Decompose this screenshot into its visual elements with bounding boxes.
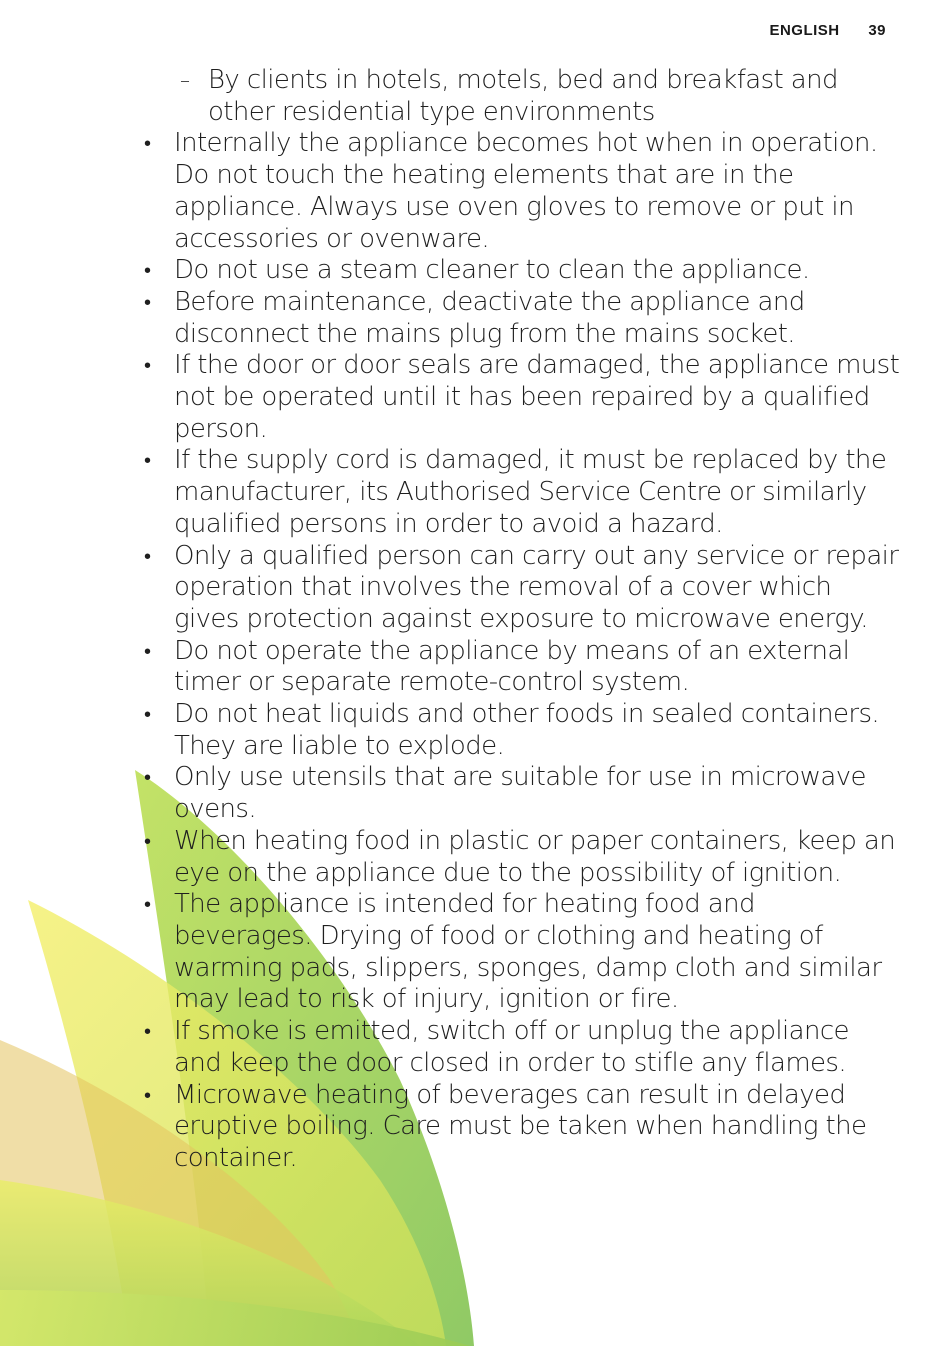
bullet-icon: •: [144, 828, 151, 853]
page-header: [769, 22, 886, 39]
list-item: [140, 762, 900, 825]
language-label: ENGLISH: [769, 22, 840, 39]
list-item: [140, 541, 900, 636]
list-item-text: Do not use a steam cleaner to clean the appliance.: [174, 255, 810, 286]
list-item-text: Microwave heating of beverages can result in delayed eruptive boiling. Care must be taken when handling the container.: [174, 1079, 867, 1173]
list-item: [140, 699, 900, 762]
bullet-icon: •: [144, 543, 151, 568]
bullet-icon: •: [144, 448, 151, 473]
list-item-text: Only use utensils that are suitable for use in microwave ovens.: [174, 762, 866, 825]
list-item: [140, 826, 900, 889]
list-item-text: Only a qualified person can carry out any service or repair operation that involves the removal of a cover which gives protection against exposure to microwave energy.: [174, 540, 899, 634]
list-item: [140, 287, 900, 350]
safety-instructions: [140, 65, 900, 1175]
list-item: [140, 1080, 900, 1175]
list-item-text: If smoke is emitted, switch off or unplug the appliance and keep the door closed in order to stifle any flames.: [174, 1016, 849, 1078]
list-item-text: If the supply cord is damaged, it must be replaced by the manufacturer, its Authorised Service Centre or similarly qualified persons in order to avoid a hazard.: [174, 445, 887, 539]
bullet-icon: •: [144, 353, 151, 378]
list-item: [140, 128, 900, 255]
bullet-icon: •: [144, 638, 151, 663]
bullet-icon: •: [144, 289, 151, 314]
list-item: [140, 255, 900, 287]
dash-marker: –: [180, 68, 190, 92]
bullet-icon: •: [144, 131, 151, 156]
list-item-text: When heating food in plastic or paper containers, keep an eye on the appliance due to the possibility of ignition.: [174, 825, 896, 888]
list-item: [140, 889, 900, 1016]
sub-list-item: [140, 65, 900, 128]
sub-list-item-text: By clients in hotels, motels, bed and breakfast and other residential type environments: [208, 65, 838, 127]
list-item-text: Do not heat liquids and other foods in sealed containers. They are liable to explode.: [174, 699, 880, 761]
page-number: 39: [868, 22, 886, 39]
list-item-text: The appliance is intended for heating food and beverages. Drying of food or clothing and heating of warming pads, slippers, sponges, damp cloth and similar may lead to risk of injury, ignition or fire.: [174, 889, 882, 1015]
list-item: [140, 636, 900, 699]
list-item-text: Internally the appliance becomes hot when in operation. Do not touch the heating elements that are in the appliance. Always use oven gloves to remove or put in accessories or ovenware.: [174, 128, 878, 254]
list-item: [140, 1016, 900, 1079]
bullet-icon: •: [144, 258, 151, 283]
bullet-icon: •: [144, 765, 151, 790]
list-item-text: Do not operate the appliance by means of an external timer or separate remote-control system.: [174, 635, 850, 698]
bullet-icon: •: [144, 892, 151, 917]
list-item-text: Before maintenance, deactivate the appliance and disconnect the mains plug from the mains socket.: [174, 286, 805, 349]
list-item: [140, 350, 900, 445]
bullet-icon: •: [144, 1019, 151, 1044]
bullet-icon: •: [144, 702, 151, 727]
bullet-icon: •: [144, 1082, 151, 1107]
list-item: [140, 445, 900, 540]
list-item-text: If the door or door seals are damaged, the appliance must not be operated until it has been repaired by a qualified person.: [174, 350, 900, 444]
